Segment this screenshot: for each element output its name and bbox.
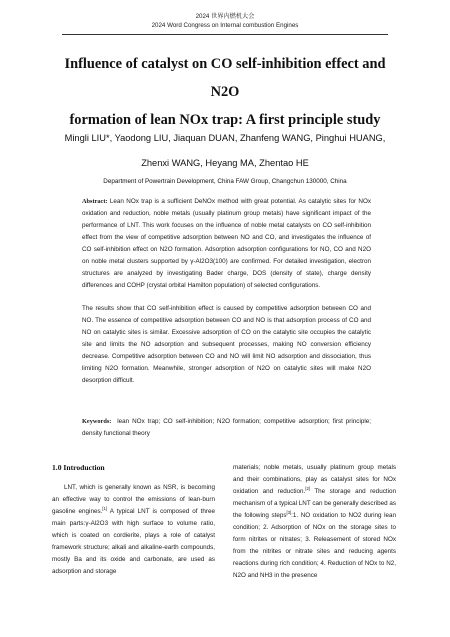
author-list <box>60 126 390 176</box>
intro-paragraph-right <box>233 462 396 582</box>
section-heading: 1.0 Introduction <box>52 463 105 472</box>
conference-name-english: 2024 Word Congress on Internal combustion Engines <box>151 21 299 29</box>
abstract-text-1: Lean NOx trap is a sufficient DeNOx method with great potential. As catalytic sites for NOx oxidation and reduction, noble metals (usually platinum group metals) have significant impact of the performance of LNT. This work focuses on the influence of noble metal catalysts on CO self-inhibition effect from the view of competitive adsorption between NO and CO, and investigates the influence of CO self-inhibition effect on N2O formation. Adsorption adsorption configurations for NO, CO and N2O on noble metal clusters supported by γ-Al2O3(100) are confirmed. For detailed investigation, electron structures are analyzed by investigating Bader charge, DOS (density of state), charge density differences and COHP (crystal orbital Hamilton population) of selected configurations. <box>82 198 372 289</box>
intro-right-text-3: :1. NO oxidation to NO2 during lean condition; 2. Adsorption of NOx on the storage sites to form nitrites or nitrates; 3. Releasement of stored NOx from the nitrites or nitrate sites and reducing agents reactions during rich condition; 4. Reduction of NOx to N2, N2O and NH3 in the presence <box>233 512 396 579</box>
intro-left-text-1: LNT, which is generally known as NSR, is becoming an effective way to control the emissions of lean-burn gasoline engines. <box>52 484 215 515</box>
authors-line-1: Mingli LIU*, Yaodong LIU, Jiaquan DUAN, Zhanfeng WANG, Pinghui HUANG, <box>64 133 386 143</box>
intro-paragraph-left <box>52 482 215 578</box>
citation-1[interactable]: [1] <box>102 506 108 511</box>
intro-right-text-1: materials; noble metals, usually platinum group metals and their combinations, play as catalyst sites for NOx oxidation and reduction. <box>233 464 396 495</box>
intro-right-text-2: The storage and reduction mechanism of a typical LNT can be generally described as the following steps <box>233 488 396 519</box>
citation-2[interactable]: [2] <box>305 486 310 491</box>
running-header <box>0 13 450 30</box>
citation-3[interactable]: [3] <box>286 510 292 515</box>
abstract-paragraph-1 <box>82 196 371 292</box>
body-column-right <box>233 462 396 582</box>
abstract-label: Abstract: <box>82 198 108 205</box>
title-line-1: Influence of catalyst on CO self-inhibition effect and N2O <box>64 56 386 100</box>
affiliation: Department of Powertrain Development, China FAW Group, Changchun 130000, China <box>103 178 347 185</box>
keywords-text: lean NOx trap; CO self-inhibition; N2O formation; competitive adsorption; first principle; density functional theory <box>82 418 371 437</box>
conference-name-chinese: 2024 世界内燃机大会 <box>195 13 255 20</box>
title-line-2: formation of lean NOx trap: A first principle study <box>69 112 381 128</box>
authors-line-2: Zhenxi WANG, Heyang MA, Zhentao HE <box>141 158 309 168</box>
keywords-label: Keywords: <box>82 418 112 425</box>
paper-title <box>52 50 398 134</box>
header-rule <box>62 34 388 35</box>
abstract-paragraph-2: The results show that CO self-inhibition effect is caused by competitive adsorption between CO and NO. The essence of competitive adsorption between CO and NO is that adsorption process of CO and NO on catalytic sites is similar. Excessive adsorption of CO on the catalytic site occupies the catalytic site and limits the NO adsorption and subsequent processes, making NO conversion efficiency decrease. Competitive adsorption between CO and NO will limit NO adsorption and dissociation, thus limiting N2O formation. Meanwhile, stronger adsorption of N2O on catalytic sites will make N2O desorption difficult. <box>82 305 371 384</box>
intro-left-text-2: A typical LNT is composed of three main parts:γ-Al2O3 with high surface to volume ratio, which is coated on cordierite, plays a role of catalyst framework structure; alkali and alkaline-earth compounds, mostly Ba and its oxide and carbonate, are used as adsorption and storage <box>52 508 215 575</box>
abstract <box>82 196 371 387</box>
body-column-left <box>52 462 215 578</box>
keywords <box>82 416 371 440</box>
